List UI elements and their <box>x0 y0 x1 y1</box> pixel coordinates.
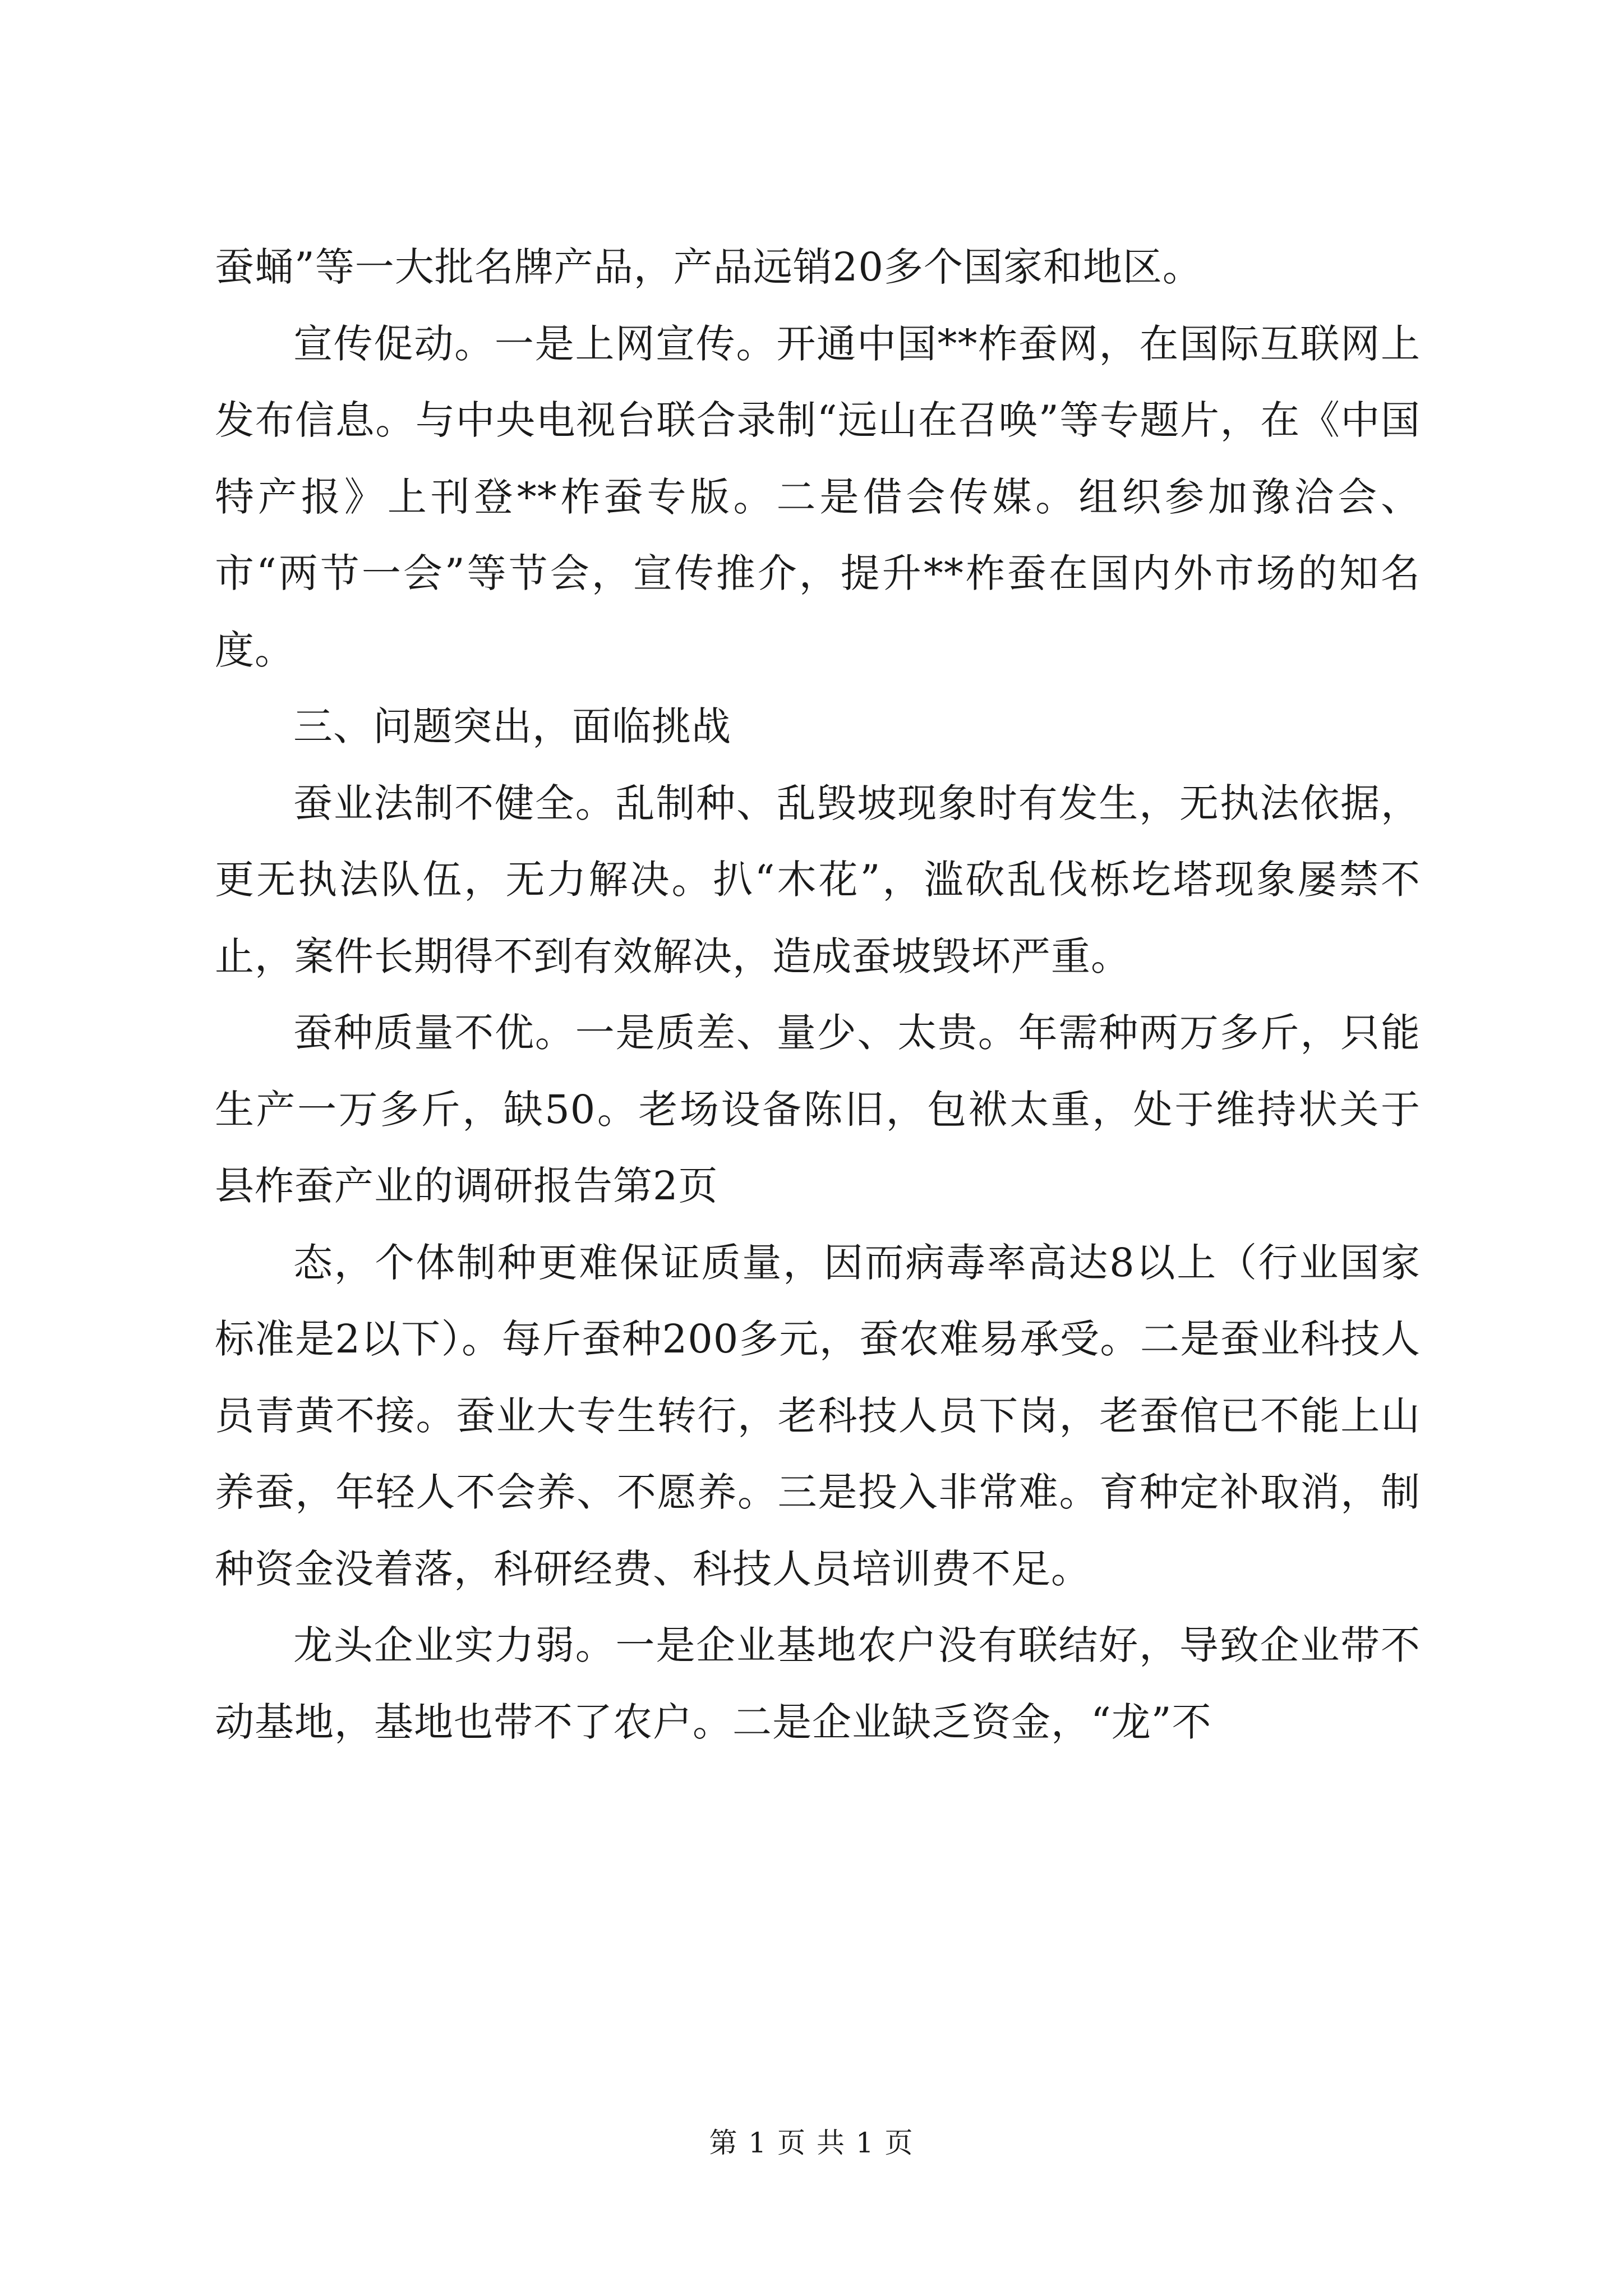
paragraph-legal-system: 蚕业法制不健全。乱制种、乱毁坡现象时有发生，无执法依据，更无执法队伍，无力解决。扒“木花”，滥砍乱伐栎圪塔现象屡禁不止，案件长期得不到有效解决，造成蚕坡毁坏严重。 <box>215 780 1421 979</box>
document-body <box>215 229 1421 1760</box>
paragraph-publicity: 宣传促动。一是上网宣传。开通中国**柞蚕网，在国际互联网上发布信息。与中央电视台联合录制“远山在召唤”等专题片，在《中国特产报》上刊登**柞蚕专版。二是借会传媒。组织参加豫洽会、市“两节一会”等节会，宣传推介，提升**柞蚕在国内外市场的知名度。 <box>215 320 1421 673</box>
section-heading-problems: 三、问题突出，面临挑战 <box>293 703 731 749</box>
paragraph-seed-quality-continued: 态，个体制种更难保证质量，因而病毒率高达8以上（行业国家标准是2以下）。每斤蚕种200多元，蚕农难易承受。二是蚕业科技人员青黄不接。蚕业大专生转行，老科技人员下岗，老蚕倌已不能上山养蚕，年轻人不会养、不愿养。三是投入非常难。育种定补取消，制种资金没着落，科研经费、科技人员培训费不足。 <box>215 1239 1421 1592</box>
paragraph-seed-quality: 蚕种质量不优。一是质差、量少、太贵。年需种两万多斤，只能生产一万多斤，缺50。老场设备陈旧，包袱太重，处于维持状关于县柞蚕产业的调研报告第2页 <box>215 1010 1421 1209</box>
paragraph-continuation: 蚕蛹”等一大批名牌产品，产品远销20多个国家和地区。 <box>215 244 1202 290</box>
page-footer: 第 1 页 共 1 页 <box>709 2127 914 2159</box>
paragraph-leading-enterprises: 龙头企业实力弱。一是企业基地农户没有联结好，导致企业带不动基地，基地也带不了农户。二是企业缺乏资金，“龙”不 <box>215 1622 1421 1745</box>
